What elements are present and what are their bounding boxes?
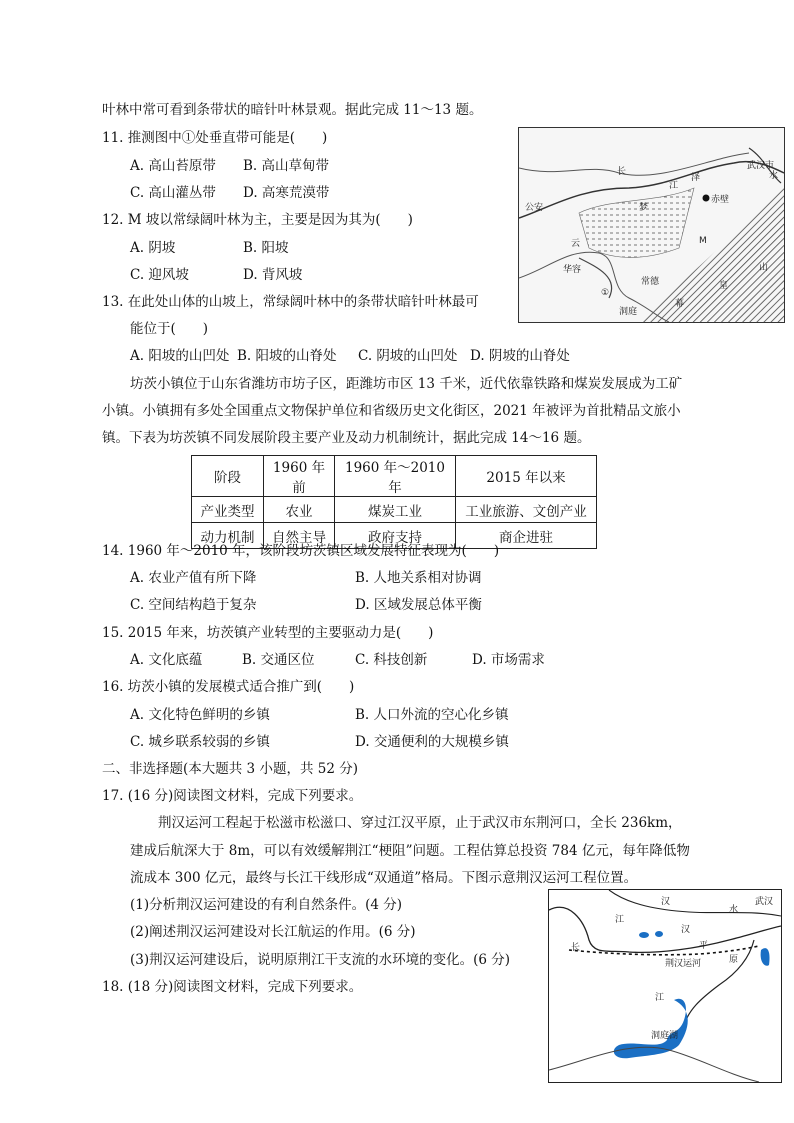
q11-option-d: D. 高寒荒漠带 <box>243 185 330 201</box>
canal-location-map <box>548 889 782 1083</box>
map2-label: 江 <box>655 993 665 1003</box>
map1-label: 云 <box>571 239 581 249</box>
map2-label: 江 <box>615 915 625 925</box>
q15-stem: 15. 2015 年来，坊茨镇产业转型的主要驱动力是( ) <box>102 625 434 641</box>
q11-option-b: B. 高山草甸带 <box>243 158 330 174</box>
q12-stem: 12. M 坡以常绿阔叶林为主，主要是因为其为( ) <box>102 212 413 228</box>
table-cell: 商企进驻 <box>456 523 597 549</box>
map2-label: 长 <box>571 943 581 953</box>
q17-sub1: (1)分析荆汉运河建设的有利自然条件。(4 分) <box>130 897 403 913</box>
intro-line: 叶林中常可看到条带状的暗针叶林景观。据此完成 11～13 题。 <box>102 102 483 118</box>
q14-option-a: A. 农业产值有所下降 <box>130 570 257 586</box>
map2-label: 汉 <box>661 897 671 907</box>
passage2-line3: 镇。下表为坊茨镇不同发展阶段主要产业及动力机制统计，据此完成 14～16 题。 <box>102 430 591 446</box>
terrain-map-drawing <box>519 128 784 322</box>
map1-label: 华容 <box>563 265 582 275</box>
table-cell: 农业 <box>264 497 335 523</box>
q16-option-d: D. 交通便利的大规模乡镇 <box>355 734 509 750</box>
q17-para-line3: 流成本 300 亿元，最终与长江干线形成“双通道”格局。下图示意荆汉运河工程位置。 <box>130 870 638 886</box>
q12-option-a: A. 阴坡 <box>130 240 176 256</box>
q15-option-c: C. 科技创新 <box>355 652 428 668</box>
map1-label: 泽 <box>691 173 701 183</box>
q13-option-c: C. 阴坡的山凹处 <box>358 348 458 364</box>
q17-sub2: (2)阐述荆汉运河建设对长江航运的作用。(6 分) <box>130 924 416 940</box>
q16-stem: 16. 坊茨小镇的发展模式适合推广到( ) <box>102 679 355 695</box>
table-cell: 1960 年～2010 年 <box>335 456 456 497</box>
q16-option-c: C. 城乡联系较弱的乡镇 <box>130 734 270 750</box>
map2-label: 平 <box>699 941 709 951</box>
map1-label: M <box>699 236 707 246</box>
development-table <box>191 455 597 549</box>
map2-label: 荆汉运河 <box>665 959 702 969</box>
q11-option-a: A. 高山苔原带 <box>130 158 216 174</box>
q18-stem: 18. (18 分)阅读图文材料，完成下列要求。 <box>102 979 363 995</box>
table-cell: 动力机制 <box>192 523 264 549</box>
map2-label: 洞庭湖 <box>651 1031 679 1041</box>
map1-label: 水 <box>769 171 779 181</box>
q15-option-d: D. 市场需求 <box>472 652 545 668</box>
map1-label: 江 <box>669 181 679 191</box>
q13-stem-cont: 能位于( ) <box>130 321 209 337</box>
map1-label: 山 <box>759 263 769 273</box>
map1-label: 梦 <box>639 203 649 213</box>
map1-label: 赤壁 <box>711 195 730 205</box>
table-cell: 2015 年以来 <box>456 456 597 497</box>
q11-option-c: C. 高山灌丛带 <box>130 185 216 201</box>
q13-option-a: A. 阳坡的山凹处 <box>130 348 230 364</box>
map1-label: 公安 <box>525 203 544 213</box>
passage2-line1: 坊茨小镇位于山东省潍坊市坊子区，距潍坊市区 13 千米，近代依靠铁路和煤炭发展成为工矿 <box>130 376 683 392</box>
q15-option-b: B. 交通区位 <box>242 652 315 668</box>
q14-stem: 14. 1960 年～2010 年，该阶段坊茨镇区域发展特征表现为( ) <box>102 543 500 559</box>
q14-option-c: C. 空间结构趋于复杂 <box>130 597 257 613</box>
table-cell: 煤炭工业 <box>335 497 456 523</box>
q16-option-a: A. 文化特色鲜明的乡镇 <box>130 707 270 723</box>
q12-option-b: B. 阳坡 <box>243 240 289 256</box>
map1-label: 幕 <box>675 299 685 309</box>
city-marker-icon <box>703 195 710 202</box>
q13-stem: 13. 在此处山体的山坡上，常绿阔叶林中的条带状暗针叶林最可 <box>102 294 479 310</box>
q17-stem: 17. (16 分)阅读图文材料，完成下列要求。 <box>102 788 363 804</box>
section2-heading: 二、非选择题(本大题共 3 小题，共 52 分) <box>102 761 358 777</box>
canal-map-drawing <box>549 890 781 1082</box>
q17-sub3: (3)荆汉运河建设后，说明原荆江干支流的水环境的变化。(6 分) <box>130 952 511 968</box>
lake-icon <box>761 948 770 966</box>
map1-label: 常德 <box>641 277 660 287</box>
map1-label: 武汉市 <box>747 161 775 171</box>
map1-label: 长 <box>617 167 627 177</box>
map1-label: ① <box>601 288 610 298</box>
table-cell: 自然主导 <box>264 523 335 549</box>
table-cell: 政府支持 <box>335 523 456 549</box>
map2-label: 汉 <box>681 925 691 935</box>
map1-label: 洞庭 <box>619 307 638 317</box>
q14-option-b: B. 人地关系相对协调 <box>355 570 482 586</box>
q11-stem: 11. 推测图中①处垂直带可能是( ) <box>102 130 328 146</box>
table-header-row <box>192 456 597 497</box>
map2-label: 水 <box>729 905 739 915</box>
q13-option-b: B. 阳坡的山脊处 <box>237 348 337 364</box>
q12-option-c: C. 迎风坡 <box>130 267 189 283</box>
table-row <box>192 497 597 523</box>
map2-label: 原 <box>729 955 739 965</box>
q15-option-a: A. 文化底蕴 <box>130 652 203 668</box>
table-cell: 工业旅游、文创产业 <box>456 497 597 523</box>
table-cell: 阶段 <box>192 456 264 497</box>
table-cell: 1960 年前 <box>264 456 335 497</box>
q16-option-b: B. 人口外流的空心化乡镇 <box>355 707 509 723</box>
table-cell: 产业类型 <box>192 497 264 523</box>
q14-option-d: D. 区域发展总体平衡 <box>355 597 482 613</box>
q12-option-d: D. 背风坡 <box>243 267 303 283</box>
map1-label: 皇 <box>719 281 729 291</box>
map2-label: 武汉 <box>755 897 774 907</box>
q17-para-line2: 建成后航深大于 8m，可以有效缓解荆江“梗阻”问题。工程估算总投资 784 亿元，每年降低物 <box>130 843 690 859</box>
yangtze-river-line <box>549 907 781 952</box>
terrain-map <box>518 127 785 323</box>
passage2-line2: 小镇。小镇拥有多处全国重点文物保护单位和省级历史文化街区，2021 年被评为首批精品文旅小 <box>102 403 681 419</box>
q17-para-line1: 荆汉运河工程起于松滋市松滋口、穿过江汉平原，止于武汉市东荆河口，全长 236km， <box>158 815 682 831</box>
q13-option-d: D. 阴坡的山脊处 <box>470 348 570 364</box>
